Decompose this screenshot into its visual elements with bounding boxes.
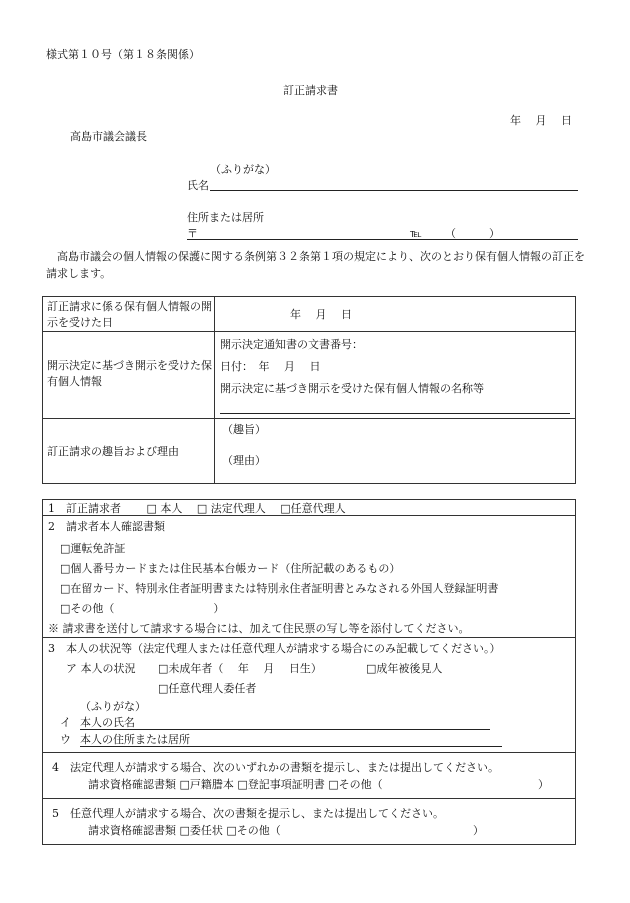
mail-note: ※ 請求書を送付して請求する場合には、加えて住民票の写し等を添付してください。 xyxy=(48,622,470,635)
table-row-divider xyxy=(42,637,576,638)
name-label: 氏名 xyxy=(187,179,209,192)
principal-status-title: 3 本人の状況等（法定代理人または任意代理人が請求する場合にのみ記載してください。） xyxy=(48,642,501,655)
principal-name-prefix: イ xyxy=(60,716,71,729)
table-row-divider xyxy=(42,331,576,332)
principal-status-label: ア 本人の状況 xyxy=(66,662,136,675)
address-label: 住所または居所 xyxy=(187,211,264,224)
legal-agent-docs[interactable]: 請求資格確認書類 □戸籍謄本 □登記事項証明書 □その他（ xyxy=(88,778,383,791)
table-row-divider xyxy=(42,798,576,799)
furigana-label: （ふりがな） xyxy=(210,163,276,176)
disclosed-info-field[interactable] xyxy=(220,413,570,414)
legal-agent-title: 4 法定代理人が請求する場合、次のいずれかの書類を提示し、または提出してください。 xyxy=(52,761,499,774)
principal-furigana: （ふりがな） xyxy=(80,700,146,713)
id-doc-option[interactable]: □在留カード、特別永住者証明書または特別永住者証明書とみなされる外国人登録証明書 xyxy=(60,582,499,595)
status-minor-option[interactable]: □未成年者（ 年 月 日生） xyxy=(158,662,322,675)
disclosed-info-label: 開示決定に基づき開示を受けた保有個人情報 xyxy=(47,359,212,388)
name-field[interactable] xyxy=(210,190,578,191)
reason-field[interactable]: （理由） xyxy=(222,454,266,467)
table-row-divider xyxy=(42,418,576,419)
page-title: 訂正請求書 xyxy=(283,84,338,97)
voluntary-agent-title: 5 任意代理人が請求する場合、次の書類を提示し、または提出してください。 xyxy=(52,807,444,820)
decision-doc-number[interactable]: 開示決定通知書の文書番号： xyxy=(220,338,363,351)
date-line: 年 月 日 xyxy=(510,114,572,127)
status-delegator-option[interactable]: □任意代理人委任者 xyxy=(158,682,257,695)
principal-address-prefix: ウ xyxy=(60,733,71,746)
disclosed-info-name: 開示決定に基づき開示を受けた保有個人情報の名称等 xyxy=(220,382,484,395)
id-docs-title: 2 請求者本人確認書類 xyxy=(48,520,165,533)
postal-mark: 〒 xyxy=(187,227,198,240)
purpose-field[interactable]: （趣旨） xyxy=(222,423,266,436)
address-field[interactable] xyxy=(187,239,578,240)
tel-label: ℡ xyxy=(410,227,422,240)
tel-paren: （ ） xyxy=(445,227,500,240)
principal-address-field[interactable] xyxy=(80,746,502,747)
disclosure-date-label: 訂正請求に係る保有個人情報の開示を受けた日 xyxy=(47,300,212,329)
id-doc-option[interactable]: □個人番号カードまたは住民基本台帳カード（住所記載のあるもの） xyxy=(60,562,401,575)
form-number: 様式第１０号（第１８条関係） xyxy=(46,48,200,61)
id-doc-option[interactable]: □その他（ ） xyxy=(60,602,225,615)
voluntary-agent-close: ） xyxy=(473,824,484,837)
principal-name-field[interactable] xyxy=(80,729,490,730)
purpose-reason-label: 訂正請求の趣旨および理由 xyxy=(47,445,179,458)
requester-type-row[interactable]: 1 訂正請求者 □ 本人 □ 法定代理人 □任意代理人 xyxy=(48,502,346,515)
intro-text: 高島市議会の個人情報の保護に関する条例第３２条第１項の規定により、次のとおり保有個人情報の訂正を請求します。 xyxy=(46,250,585,281)
disclosure-date-value[interactable]: 年 月 日 xyxy=(290,308,352,321)
id-doc-option[interactable]: □運転免許証 xyxy=(60,542,126,555)
table-divider xyxy=(214,296,215,484)
principal-address-label: 本人の住所または居所 xyxy=(80,733,190,746)
table-row-divider xyxy=(42,752,576,753)
legal-agent-close: ） xyxy=(538,778,549,791)
decision-date[interactable]: 日付： 年 月 日 xyxy=(220,360,321,373)
status-guardianship-option[interactable]: □成年被後見人 xyxy=(366,662,443,675)
voluntary-agent-docs[interactable]: 請求資格確認書類 □委任状 □その他（ xyxy=(88,824,281,837)
principal-name-label: 本人の氏名 xyxy=(80,716,135,729)
addressee: 高島市議会議長 xyxy=(70,130,147,143)
